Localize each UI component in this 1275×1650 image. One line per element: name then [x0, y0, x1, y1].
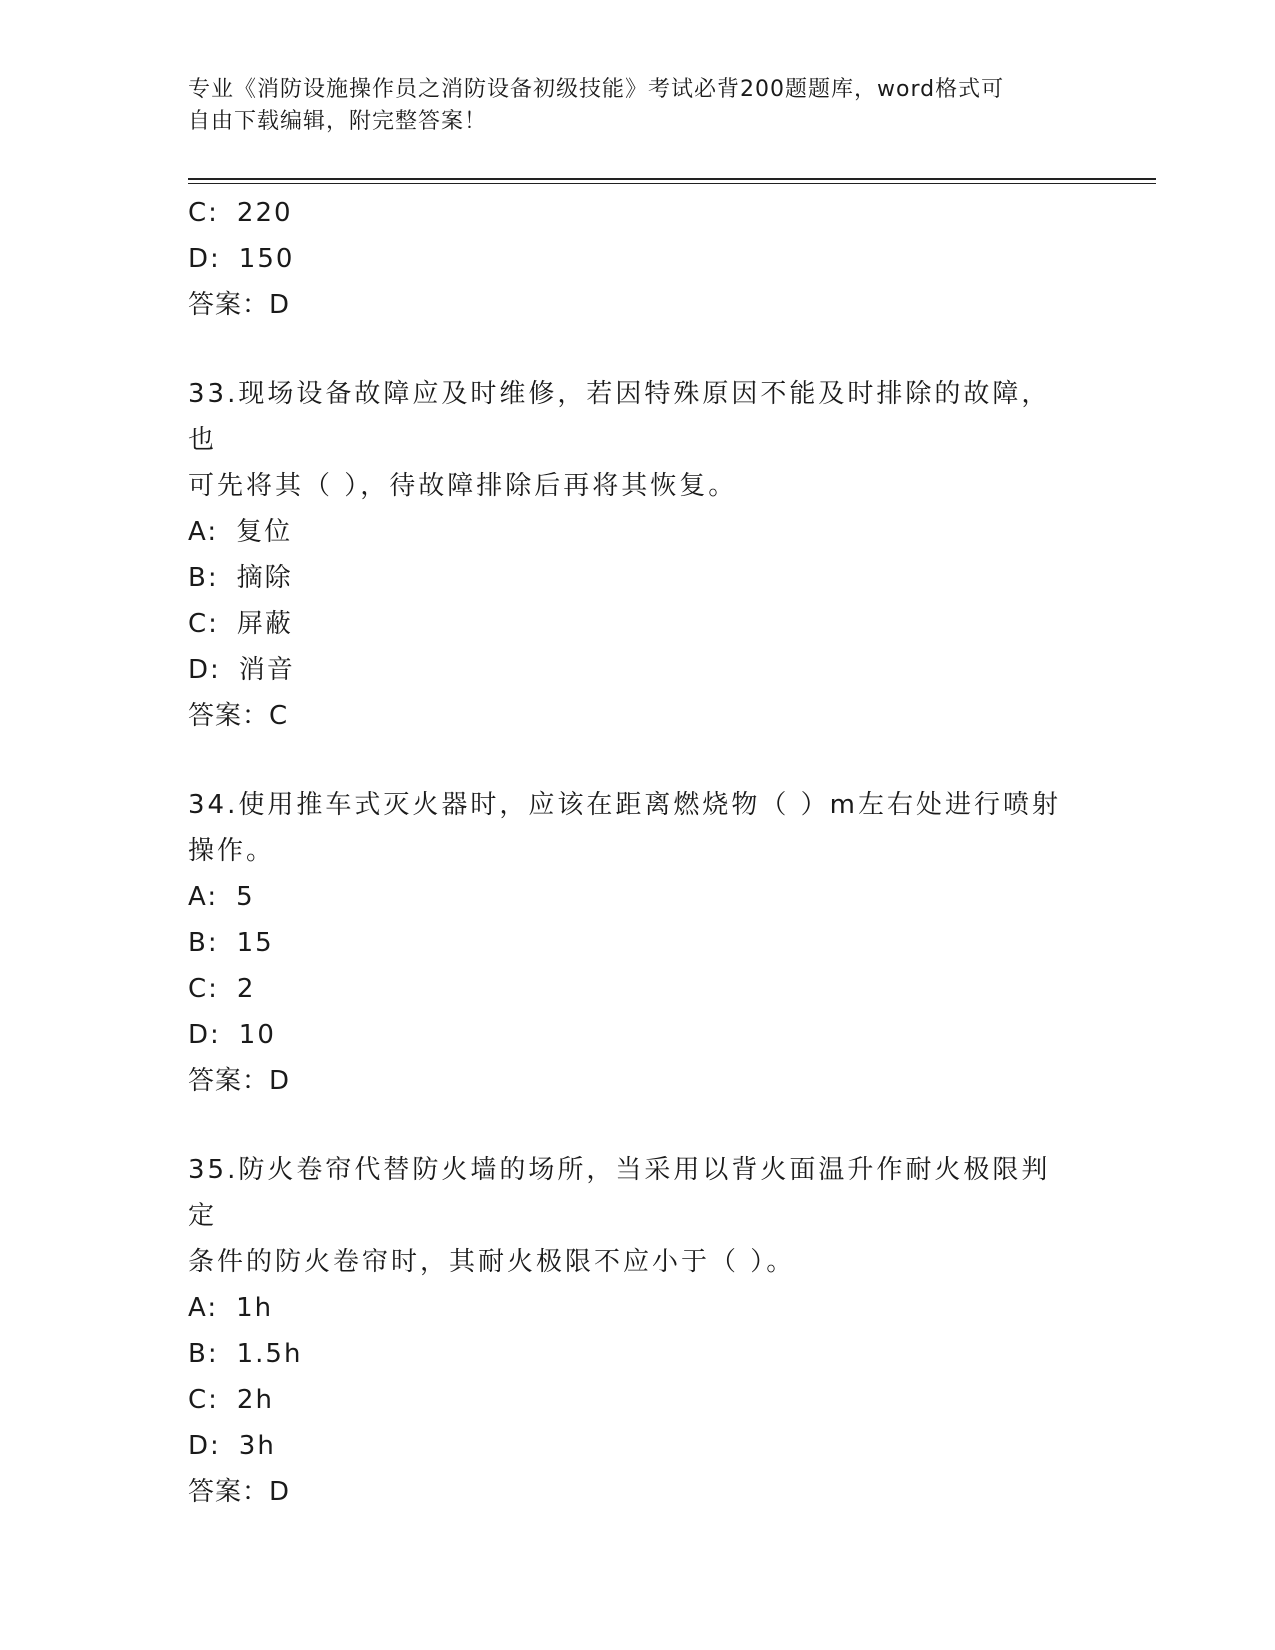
question-stem-line-2: 条件的防火卷帘时，其耐火极限不应小于（ ）。 — [188, 1247, 796, 1277]
question-stem-line-2: 可先将其（ ），待故障排除后再将其恢复。 — [188, 471, 738, 501]
option-d — [188, 1423, 1068, 1469]
question-35 — [188, 1147, 1068, 1515]
answer-line: 答案：D — [188, 290, 291, 320]
document-header — [188, 74, 1068, 138]
option-text: 2 — [236, 974, 256, 1004]
option-text: 10 — [238, 1020, 276, 1050]
option-c — [188, 190, 1068, 236]
option-c — [188, 601, 1068, 647]
option-text: 3h — [238, 1431, 276, 1461]
option-a — [188, 509, 1068, 555]
option-text: 复位 — [236, 517, 293, 547]
question-stem — [188, 1147, 1068, 1285]
option-text: 5 — [236, 882, 255, 912]
option-label: B: — [188, 928, 219, 958]
option-text: 摘除 — [236, 563, 293, 593]
option-label: B: — [188, 1339, 219, 1369]
header-divider-thin — [188, 183, 1156, 184]
option-label: A: — [188, 517, 219, 547]
option-text: 消音 — [238, 655, 295, 685]
option-c — [188, 966, 1068, 1012]
option-label: C: — [188, 609, 219, 639]
option-label: C: — [188, 198, 219, 228]
option-b — [188, 1331, 1068, 1377]
option-b — [188, 920, 1068, 966]
option-label: D: — [188, 1431, 221, 1461]
question-stem-line-1: 35.防火卷帘代替防火墙的场所，当采用以背火面温升作耐火极限判定 — [188, 1155, 1051, 1231]
option-label: D: — [188, 1020, 221, 1050]
option-a — [188, 874, 1068, 920]
question-stem-line-2: 操作。 — [188, 836, 276, 866]
option-d — [188, 236, 1068, 282]
option-text: 屏蔽 — [236, 609, 293, 639]
option-text: 1.5h — [236, 1339, 303, 1369]
question-stem — [188, 782, 1068, 874]
option-text: 1h — [236, 1293, 274, 1323]
question-33 — [188, 371, 1068, 739]
option-label: D: — [188, 655, 221, 685]
question-34 — [188, 782, 1068, 1104]
option-label: C: — [188, 1385, 219, 1415]
option-label: D: — [188, 244, 221, 274]
question-stem-line-1: 33.现场设备故障应及时维修，若因特殊原因不能及时排除的故障，也 — [188, 379, 1051, 455]
option-text: 15 — [236, 928, 274, 958]
option-d — [188, 1012, 1068, 1058]
header-title-line-1: 专业《消防设施操作员之消防设备初级技能》考试必背200题题库，word格式可 — [188, 77, 1005, 102]
answer-line: 答案：D — [188, 1477, 291, 1507]
option-label: A: — [188, 882, 219, 912]
header-divider-thick — [188, 178, 1156, 180]
option-d — [188, 647, 1068, 693]
option-b — [188, 555, 1068, 601]
option-label: A: — [188, 1293, 219, 1323]
option-text: 150 — [238, 244, 295, 274]
option-text: 2h — [236, 1385, 274, 1415]
question-stem — [188, 371, 1068, 509]
option-label: B: — [188, 563, 219, 593]
option-text: 220 — [236, 198, 293, 228]
question-32-continued — [188, 190, 1068, 328]
question-stem-line-1: 34.使用推车式灭火器时，应该在距离燃烧物（ ）m左右处进行喷射 — [188, 790, 1061, 820]
option-a — [188, 1285, 1068, 1331]
option-label: C: — [188, 974, 219, 1004]
question-content — [188, 190, 1068, 1515]
answer-line: 答案：D — [188, 1066, 291, 1096]
header-title-line-2: 自由下载编辑，附完整答案！ — [188, 109, 488, 134]
answer-line: 答案：C — [188, 701, 289, 731]
option-c — [188, 1377, 1068, 1423]
